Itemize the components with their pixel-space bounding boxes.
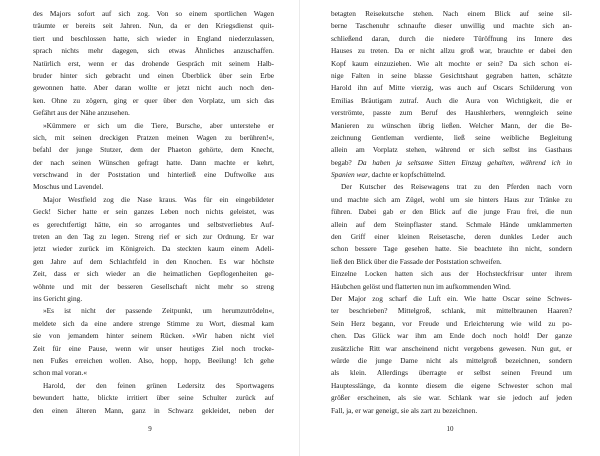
text-line: meldete sich da eine andere strenge Stimme zu Wort, diesmal kam <box>33 318 274 328</box>
text-line: Fall, ja, er war geneigt, sie als zart zu bezeichnen. <box>331 405 478 415</box>
text-line: der nach seinen Wünschen gefragt hatte. Dann machte er kehrt, <box>33 157 274 167</box>
text-line: Der Major zog scharf die Luft ein. Wie hatte Oscar seine Schwes- <box>331 293 572 303</box>
text-line: es gerechtfertigt hätte, ein so arrogantes und selbstverliebtes Auf- <box>33 219 274 229</box>
text-line: jetzt wieder zurück im Königreich. Da steckten kaum einem Adeli- <box>33 244 274 254</box>
text-line: sich, mit seinen dreckigen Pratzen meinen Wagen zu berühren!«, <box>33 132 274 142</box>
text-line: gewonnen hatte. Aber daran wollte er jetzt nicht auch noch den- <box>33 83 274 93</box>
text-line: Harold, der den feinen grünen Ledersitz des Sportwagens <box>43 380 274 390</box>
text-line: Harold ihn auf Mitte vierzig, was auch auf Oscars Schilderung von <box>331 83 572 93</box>
text-line: zeichnung Gentleman verdiente, ließ seine weibliche Begleitung <box>331 132 572 142</box>
text-line: ließ den Blick über die Fassade der Poststation schweifen. <box>331 256 502 266</box>
text-line: allein am Vorplatz stehen, während er sich selbst ins Gasthaus <box>331 145 572 155</box>
text-line: Major Westfield zog die Nase kraus. Was für ein eingebildeter <box>43 194 274 204</box>
text-line: Moschus und Lavendel. <box>33 182 104 192</box>
right-page-text <box>331 8 572 417</box>
italic-text: Da haben ja seltsame Sitten Einzug gehalten, während ich in <box>357 157 572 167</box>
text-line: Häubchen gelöst und flatterten nun im aufkommenden Wind. <box>331 281 511 291</box>
text-line: schließend daran, durch die niedere Türöffnung ins Innere des <box>331 33 572 43</box>
text-line: gen Jahre auf dem Schlachtfeld in den Knochen. Es war höchste <box>33 256 274 266</box>
left-page-number: 9 <box>148 425 152 433</box>
text-line: »Kümmere er sich um die Tiere, Bursche, aber unterstehe er <box>43 120 274 130</box>
text-line: »Es ist nicht der passende Zeitpunkt, um herumzutrödeln«, <box>43 306 274 316</box>
text-line: den Griff einer kleinen Reisetasche, deren dunkles Leder auch <box>331 232 572 242</box>
text-line: wöhnte und mit der besseren Gesellschaft nicht mehr so streng <box>33 281 274 291</box>
text-line: führen. Dabei gab er den Blick auf die junge Frau frei, die nun <box>331 207 572 217</box>
text-line: nen Fußes erreichen wollen. Also, hopp, hopp, Beeilung! Ich gehe <box>33 355 274 365</box>
text-line: Zeit, dass er sich wieder an die heimatlichen Gepflogenheiten ge- <box>33 269 274 279</box>
text-line: als klein. Allerdings überragte er selbst seinen Freund um <box>331 368 572 378</box>
text-line: den einen älteren Mann, ganz in Schwarz gekleidet, neben der <box>33 405 274 415</box>
text-line: Gefährt aus der Nähe anzusehen. <box>33 108 130 118</box>
text-line: Spanien war, dachte er kopfschüttelnd. <box>331 170 446 180</box>
text-line: nige Falten in seine blasse Gesichtshaut gegraben hatten, schätzte <box>331 70 572 80</box>
text-line: Sein Herz begann, vor Freude und Erleichterung wie wild zu po- <box>331 318 572 328</box>
text-line: sie von jemandem hinter seinem Rücken. »Wir haben nicht viel <box>33 331 274 341</box>
text-line: tiert und beschlossen hatte, sich wieder in England niederzulassen, <box>33 33 274 43</box>
text-line: befahl der junge Stutzer, dem der Phaeton gehörte, dem Knecht, <box>33 145 274 155</box>
text-line: berne Taschenuhr schnaufte dieser unwillig und machte sich an- <box>331 21 572 31</box>
text-line: Zeit für eine Pause, wenn wir unser heutiges Ziel noch trocke- <box>33 343 274 353</box>
text-line: verströmte, passte zum Beruf des Haushlerhers, wenngleich seine <box>331 108 572 118</box>
text-line: treten an den Tag zu legen. Streng rief er sich zur Ordnung. Er war <box>33 232 274 242</box>
italic-text: Spanien war <box>331 170 368 180</box>
text-line: Hauptesslänge, da konnte diesem die eigene Schwester schon mal <box>331 380 572 390</box>
text-line: Kopf kaum einzuziehen. Wie alt mochte er sein? Da sich schon ei- <box>331 58 572 68</box>
text-line: bewundert hatte, blickte irritiert über seine Schulter zurück auf <box>33 393 274 403</box>
text-line: Natürlich erst, wenn er das drohende Gespräch mit seinem Halb- <box>33 58 274 68</box>
text-line: ken. Ohne zu zögern, ging er quer über den Vorplatz, um sich das <box>33 95 274 105</box>
right-page <box>300 0 600 456</box>
text-line: Manieren zu wünschen übrig ließen. Welcher Mann, der die Be- <box>331 120 572 130</box>
text-line: chen. Das Glück war ihm am Ende doch noch hold! Der ganze <box>331 331 572 341</box>
text-line: größer erscheinen, als sie war. Schlank war sie jedoch auf jeden <box>331 393 572 403</box>
text-line: ter beschrieben? Mittelgroß, schlank, mit mittelbraunen Haaren? <box>331 306 572 316</box>
text-line: würde die junge Dame nicht als mittelgroß bezeichnen, sondern <box>331 355 572 365</box>
text-line: verschwand in der Poststation und hinterließ eine Duftwolke aus <box>33 170 274 180</box>
text-line: Geck! Sicher hatte er sein ganzes Leben noch nichts geleistet, was <box>33 207 274 217</box>
right-page-number: 10 <box>446 425 454 433</box>
text-line: des Majors sofort auf sich zog. Von so einem sportlichen Wagen <box>33 9 274 18</box>
text-line: ins Gericht ging. <box>33 293 83 303</box>
text-line: Hauses zu treten. Da er nicht allzu groß war, brauchte er dabei den <box>331 46 572 56</box>
text-line: Einzelne Locken hatten sich aus der Hochsteckfrisur unter ihrem <box>331 269 572 279</box>
text-line: begab? Da haben ja seltsame Sitten Einzug gehalten, während ich in <box>331 157 572 167</box>
text-line: sprach nichts mehr dagegen, sich etwas Ähnliches anzuschaffen. <box>33 46 274 56</box>
text-line: Der Kutscher des Reisewagens trat zu den Pferden nach vorn <box>341 182 572 192</box>
text-line: allein auf dem Steinpflaster stand. Schmale Hände umklammerten <box>331 219 572 229</box>
text-line: bruder hinter sich gebracht und einen Überblick über sein Erbe <box>33 70 274 80</box>
text-line: und machte sich am Zügel, wohl um sie hinters Haus zur Tränke zu <box>331 194 572 204</box>
left-page-text <box>33 8 274 417</box>
text-line: Emilias Bräutigam zutraf. Auch die Aura von Wichtigkeit, die er <box>331 95 572 105</box>
text-line: zusätzliche Ritt war anscheinend nicht vergebens gewesen. Nun gut, er <box>331 343 572 353</box>
text-line: schon mal voran.« <box>33 368 88 378</box>
text-line: träumte er bereits seit Jahren. Nun, da er den Kriegsdienst quit- <box>33 21 274 31</box>
text-line: schon bessere Tage gesehen hatte. Sie beachtete ihn nicht, sondern <box>331 244 572 254</box>
text-line: betagten Reisekutsche stehen. Nach einem Blick auf seine sil- <box>331 9 572 18</box>
